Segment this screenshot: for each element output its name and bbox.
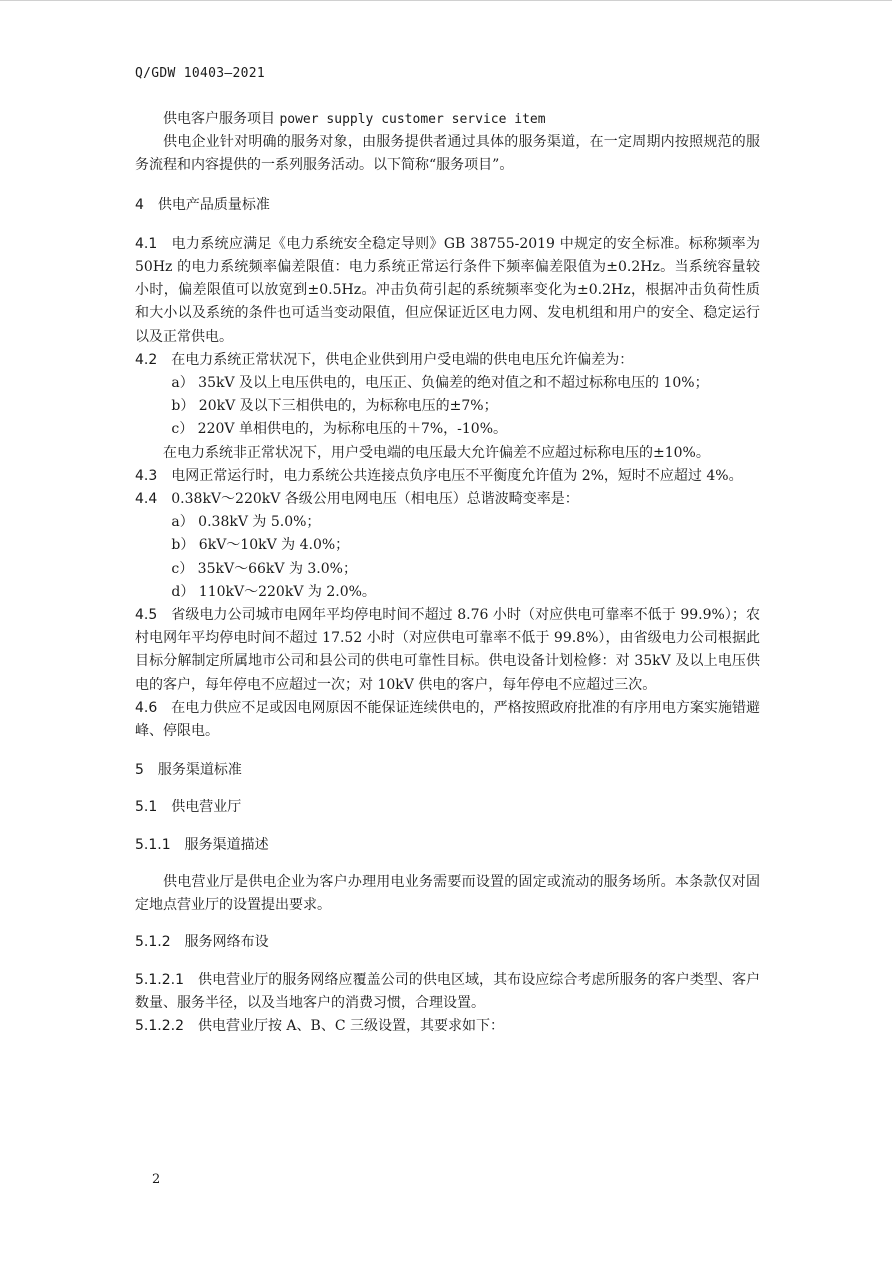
section-5-1-heading: 5.1 供电营业厅: [135, 799, 242, 816]
clause-4-5: 4.5 省级电力公司城市电网年平均停电时间不超过 8.76 小时（对应供电可靠率不低于 99.9%）；农村电网年平均停电时间不超过 17.52 小时（对应供电可靠率不低于 99.8%），由省级电力公司根据此目标分解制定所属地市公司和县公司的供电可靠性目标。供电设备计划检修：对 35kV 及以上电压供电的客户，每年停电不应超过一次；对 10kV 供电的客户，每年停电不应超过三次。: [135, 607, 760, 693]
list-item: a） 35kV 及以上电压供电的，电压正、负偏差的绝对值之和不超过标称电压的 10%；: [171, 375, 709, 392]
clause-4-3: 4.3 电网正常运行时，电力系统公共连接点负序电压不平衡度允许值为 2%，短时不应超过 4%。: [135, 467, 743, 484]
clause-4-1: 4.1 电力系统应满足《电力系统安全稳定导则》GB 38755-2019 中规定的安全标准。标称频率为 50Hz 的电力系统频率偏差限值：电力系统正常运行条件下频率偏差限值为±0.2Hz。当系统容量较小时，偏差限值可以放宽到±0.5Hz。冲击负荷引起的系统频率变化为±0.2Hz，根据冲击负荷性质和大小以及系统的条件也可适当变动限值，但应保证近区电力网、发电机组和用户的安全、稳定运行以及正常供电。: [135, 235, 760, 345]
list-item: c） 220V 单相供电的，为标称电压的＋7%，-10%。: [171, 421, 508, 438]
top-border: [0, 0, 892, 1]
clause-5-1-2-2: 5.1.2.2 供电营业厅按 A、B、C 三级设置，其要求如下：: [135, 1017, 504, 1034]
clause-4-2: 4.2 在电力系统正常状况下，供电企业供到用户受电端的供电电压允许偏差为：: [135, 351, 634, 368]
section-5-1-1-heading: 5.1.1 服务渠道描述: [135, 836, 269, 853]
list-item: b） 20kV 及以下三相供电的，为标称电压的±7%；: [171, 398, 498, 415]
document-body: [135, 108, 760, 1038]
clause-4-6: 4.6 在电力供应不足或因电网原因不能保证连续供电的，严格按照政府批准的有序用电方案实施错避峰、停限电。: [135, 699, 760, 740]
term-title-en: power supply customer service item: [279, 112, 546, 127]
clause-4-4: 4.4 0.38kV～220kV 各级公用电网电压（相电压）总谐波畸变率是：: [135, 491, 579, 508]
term-definition: 供电企业针对明确的服务对象，由服务提供者通过具体的服务渠道，在一定周期内按照规范的服务流程和内容提供的一系列服务活动。以下简称“服务项目”。: [135, 134, 760, 174]
section-5-heading: 5 服务渠道标准: [135, 762, 242, 779]
section-4-heading: 4 供电产品质量标准: [135, 196, 270, 213]
standard-code: Q/GDW 10403—2021: [135, 66, 266, 81]
clause-5-1-2-1: 5.1.2.1 供电营业厅的服务网络应覆盖公司的供电区域，其布设应综合考虑所服务的客户类型、客户数量、服务半径，以及当地客户的消费习惯，合理设置。: [135, 971, 760, 1011]
list-item: c） 35kV～66kV 为 3.0%；: [171, 560, 357, 577]
list-item: a） 0.38kV 为 5.0%；: [171, 514, 321, 531]
page-number: 2: [152, 1172, 161, 1187]
clause-4-2-note: 在电力系统非正常状况下，用户受电端的电压最大允许偏差不应超过标称电压的±10%。: [163, 444, 710, 461]
list-item: d） 110kV～220kV 为 2.0%。: [171, 583, 376, 600]
term-title: [135, 108, 760, 131]
section-5-1-2-heading: 5.1.2 服务网络布设: [135, 934, 269, 951]
section-5-1-1-text: 供电营业厅是供电企业为客户办理用电业务需要而设置的固定或流动的服务场所。本条款仅对固定地点营业厅的设置提出要求。: [135, 873, 760, 914]
list-item: b） 6kV～10kV 为 4.0%；: [171, 537, 350, 554]
term-title-cn: 供电客户服务项目: [163, 111, 275, 127]
